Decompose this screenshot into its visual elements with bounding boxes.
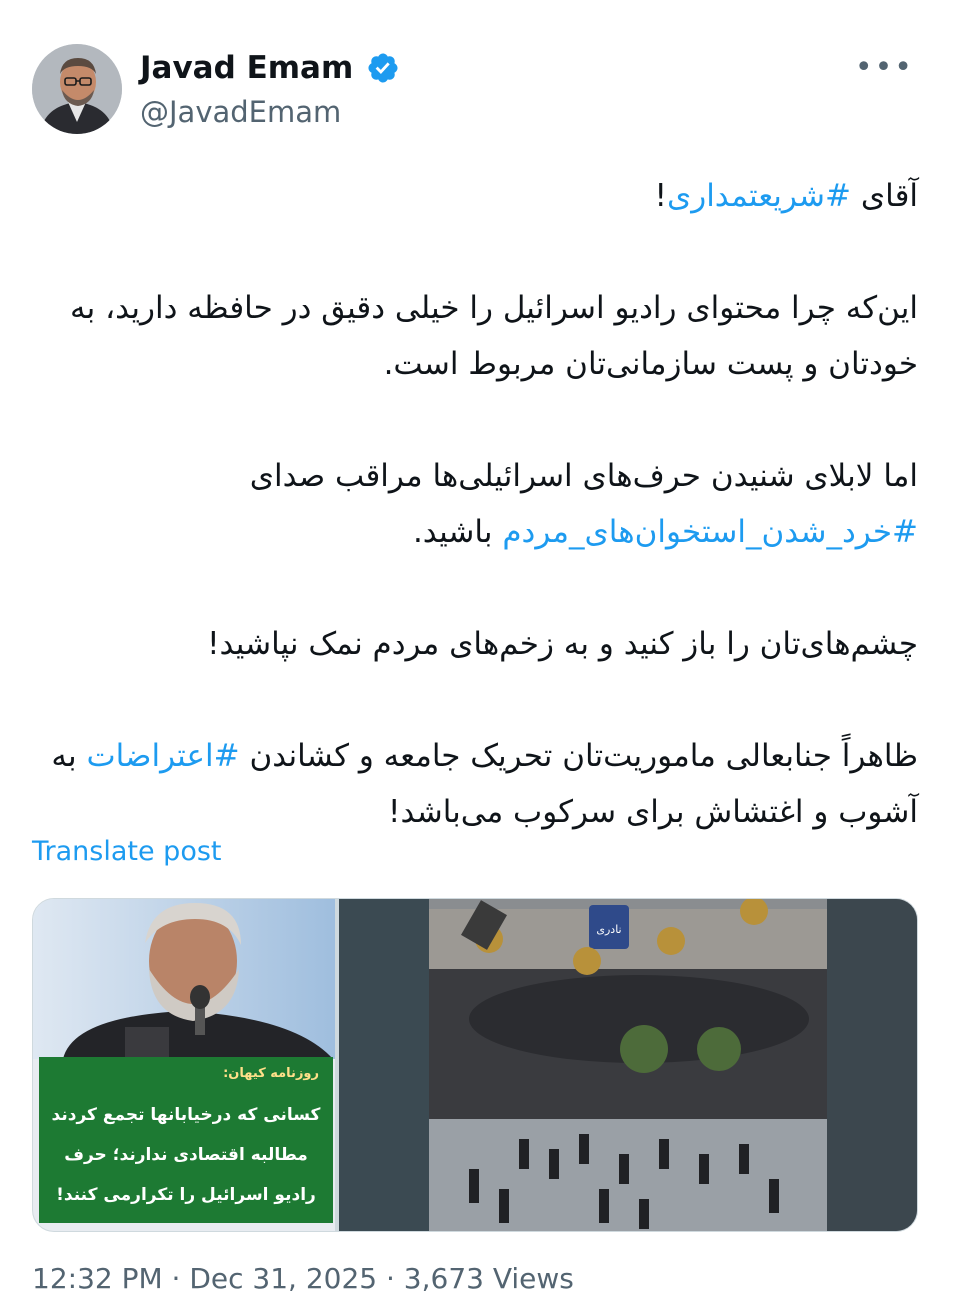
text-span: باشید. <box>412 514 503 550</box>
text-span: آقای <box>851 178 918 214</box>
avatar[interactable] <box>32 44 122 134</box>
hashtag-link[interactable]: #خرد_شدن_استخوان‌های_مردم <box>502 514 918 550</box>
tweet-paragraph-5 <box>32 728 918 840</box>
street-crowd-photo-icon <box>339 899 917 1231</box>
tweet-header <box>32 44 922 136</box>
more-horizontal-icon[interactable]: ••• <box>854 50 914 85</box>
speaker-photo-icon <box>33 899 335 1059</box>
tweet-timestamp: 12:32 PM · Dec 31, 2025 · 3,673 Views <box>32 1262 574 1295</box>
store-sign-text: نادری <box>596 923 622 936</box>
hashtag-link[interactable]: #شریعتمداری <box>666 178 851 214</box>
text-span: ظاهراً جنابعالی ماموریت‌تان تحریک جامعه و کشاندن <box>239 738 918 774</box>
profile-photo-icon <box>32 44 122 134</box>
hashtag-link[interactable]: #اعتراضات <box>86 738 240 774</box>
tweet-paragraph-1 <box>32 168 918 224</box>
author-handle[interactable]: @JavadEmam <box>140 95 342 129</box>
media-image-left[interactable] <box>33 899 335 1231</box>
caption-headline: کسانی که درخیابانها تجمع کردند مطالبه اقتصادی ندارند؛ حرف رادیو اسرائیل را تکرارمی کنند! <box>51 1105 321 1205</box>
tweet-paragraph-3 <box>32 448 918 560</box>
newspaper-caption <box>39 1057 333 1223</box>
translate-post-link[interactable]: Translate post <box>32 836 222 867</box>
tweet-text <box>32 168 918 840</box>
text-span: به آشوب و اغتشاش برای سرکوب می‌باشد! <box>51 738 918 830</box>
verified-badge-icon[interactable] <box>366 51 400 85</box>
tweet-paragraph-4: چشم‌های‌تان را باز کنید و به زخم‌های مردم نمک نپاشید! <box>207 626 918 662</box>
text-span: ! <box>654 178 667 214</box>
author-names <box>140 48 400 132</box>
tweet-paragraph-2: این‌که چرا محتوای رادیو اسرائیل را خیلی دقیق در حافظه دارید، به خودتان و پست سازمانی‌تان مربوط است. <box>70 290 918 382</box>
text-span: اما لابلای شنیدن حرف‌های اسرائیلی‌ها مراقب صدای <box>249 458 918 494</box>
caption-source: روزنامه کیهان: <box>223 1066 319 1081</box>
tweet-media[interactable] <box>32 898 918 1232</box>
author-display-name[interactable]: Javad Emam <box>140 50 354 86</box>
media-image-right[interactable] <box>339 899 917 1231</box>
